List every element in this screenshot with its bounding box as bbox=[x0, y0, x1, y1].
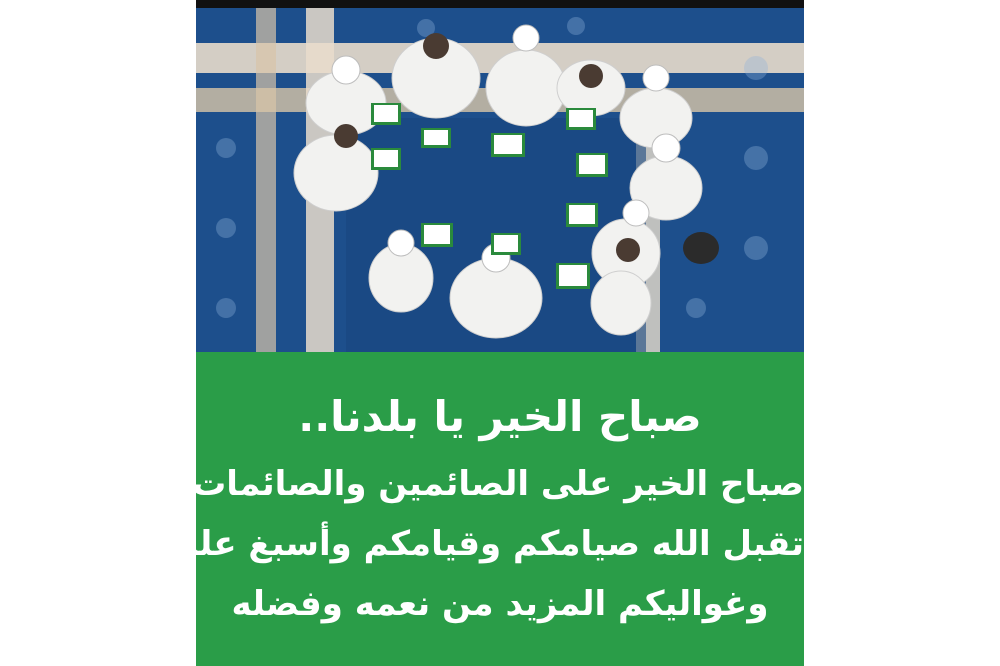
top-dark-bar bbox=[196, 0, 804, 8]
greeting-line-3: تقبل الله صيامكم وقيامكم وأسبغ عليكم bbox=[139, 524, 804, 564]
greeting-card bbox=[139, 0, 804, 666]
photo-quran-circle bbox=[196, 8, 804, 352]
greeting-line-4: وغواليكم المزيد من نعمه وفضله bbox=[231, 584, 769, 624]
greeting-headline: صباح الخير يا بلدنا.. bbox=[298, 392, 702, 441]
photo-illustration bbox=[196, 8, 804, 352]
greeting-caption bbox=[139, 352, 804, 666]
greeting-line-2: صباح الخير على الصائمين والصائمات bbox=[192, 464, 804, 504]
